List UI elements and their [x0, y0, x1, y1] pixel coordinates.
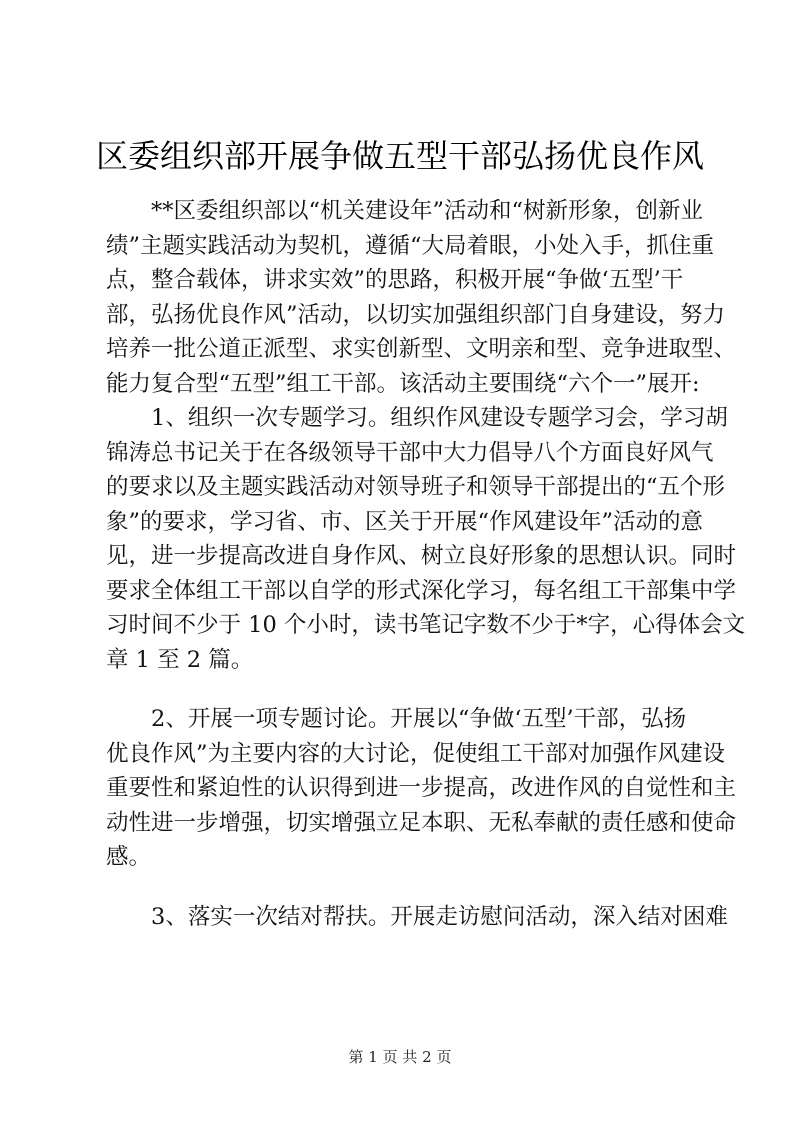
- text-line: **区委组织部以“机关建设年”活动和“树新形象，创新业: [106, 198, 704, 224]
- text-line: 绩”主题实践活动为契机，遵循“大局着眼，小处入手，抓住重: [106, 232, 715, 259]
- text-line: 章 1 至 2 篇。: [106, 646, 254, 673]
- paragraph-item-2: [106, 702, 737, 875]
- text-line: 重要性和紧迫性的认识得到进一步提高，改进作风的自觉性和主: [106, 775, 737, 801]
- text-line: 优良作风”为主要内容的大讨论，促使组工干部对加强作风建设: [106, 740, 726, 767]
- text-line: 2、开展一项专题讨论。开展以“争做‘五型’干部，弘扬: [106, 706, 687, 732]
- text-line: 点，整合载体，讲求实效”的思路，积极开展“争做‘五型’干: [106, 267, 684, 293]
- text-line: 习时间不少于 10 个小时，读书笔记字数不少于*字，心得体会文: [106, 612, 746, 638]
- text-line: 能力复合型“五型”组工干部。该活动主要围绕“六个一”展开:: [106, 370, 700, 397]
- text-line: 感。: [106, 844, 152, 870]
- text-line: 部，弘扬优良作风”活动，以切实加强组织部门自身建设，努力: [106, 301, 726, 328]
- text-line: 锦涛总书记关于在各级领导干部中大力倡导八个方面良好风气: [106, 439, 714, 466]
- page-number-footer: 第 1 页 共 2 页: [348, 1048, 452, 1066]
- text-line: 的要求以及主题实践活动对领导班子和领导干部提出的“五个形: [106, 474, 726, 500]
- paragraph-item-3: [106, 900, 728, 935]
- text-line: 1、组织一次专题学习。组织作风建设专题学习会，学习胡: [106, 405, 728, 431]
- paragraph-gap: [106, 677, 706, 702]
- text-line: 见，进一步提高改进自身作风、树立良好形象的思想认识。同时: [106, 543, 737, 569]
- text-line: 3、落实一次结对帮扶。开展走访慰问活动，深入结对困难: [106, 903, 728, 930]
- text-line: 培养一批公道正派型、求实创新型、文明亲和型、竞争进取型、: [106, 336, 737, 362]
- paragraph-intro: [106, 194, 737, 401]
- text-line: 象”的要求，学习省、市、区关于开展“作风建设年”活动的意: [106, 508, 704, 535]
- document-body: [106, 194, 746, 934]
- document-title: 区委组织部开展争做五型干部弘扬优良作风: [95, 137, 704, 175]
- paragraph-gap: [106, 875, 706, 900]
- paragraph-item-1: [106, 401, 746, 677]
- text-line: 要求全体组工干部以自学的形式深化学习，每名组工干部集中学: [106, 577, 737, 604]
- text-line: 动性进一步增强，切实增强立足本职、无私奉献的责任感和使命: [106, 809, 737, 836]
